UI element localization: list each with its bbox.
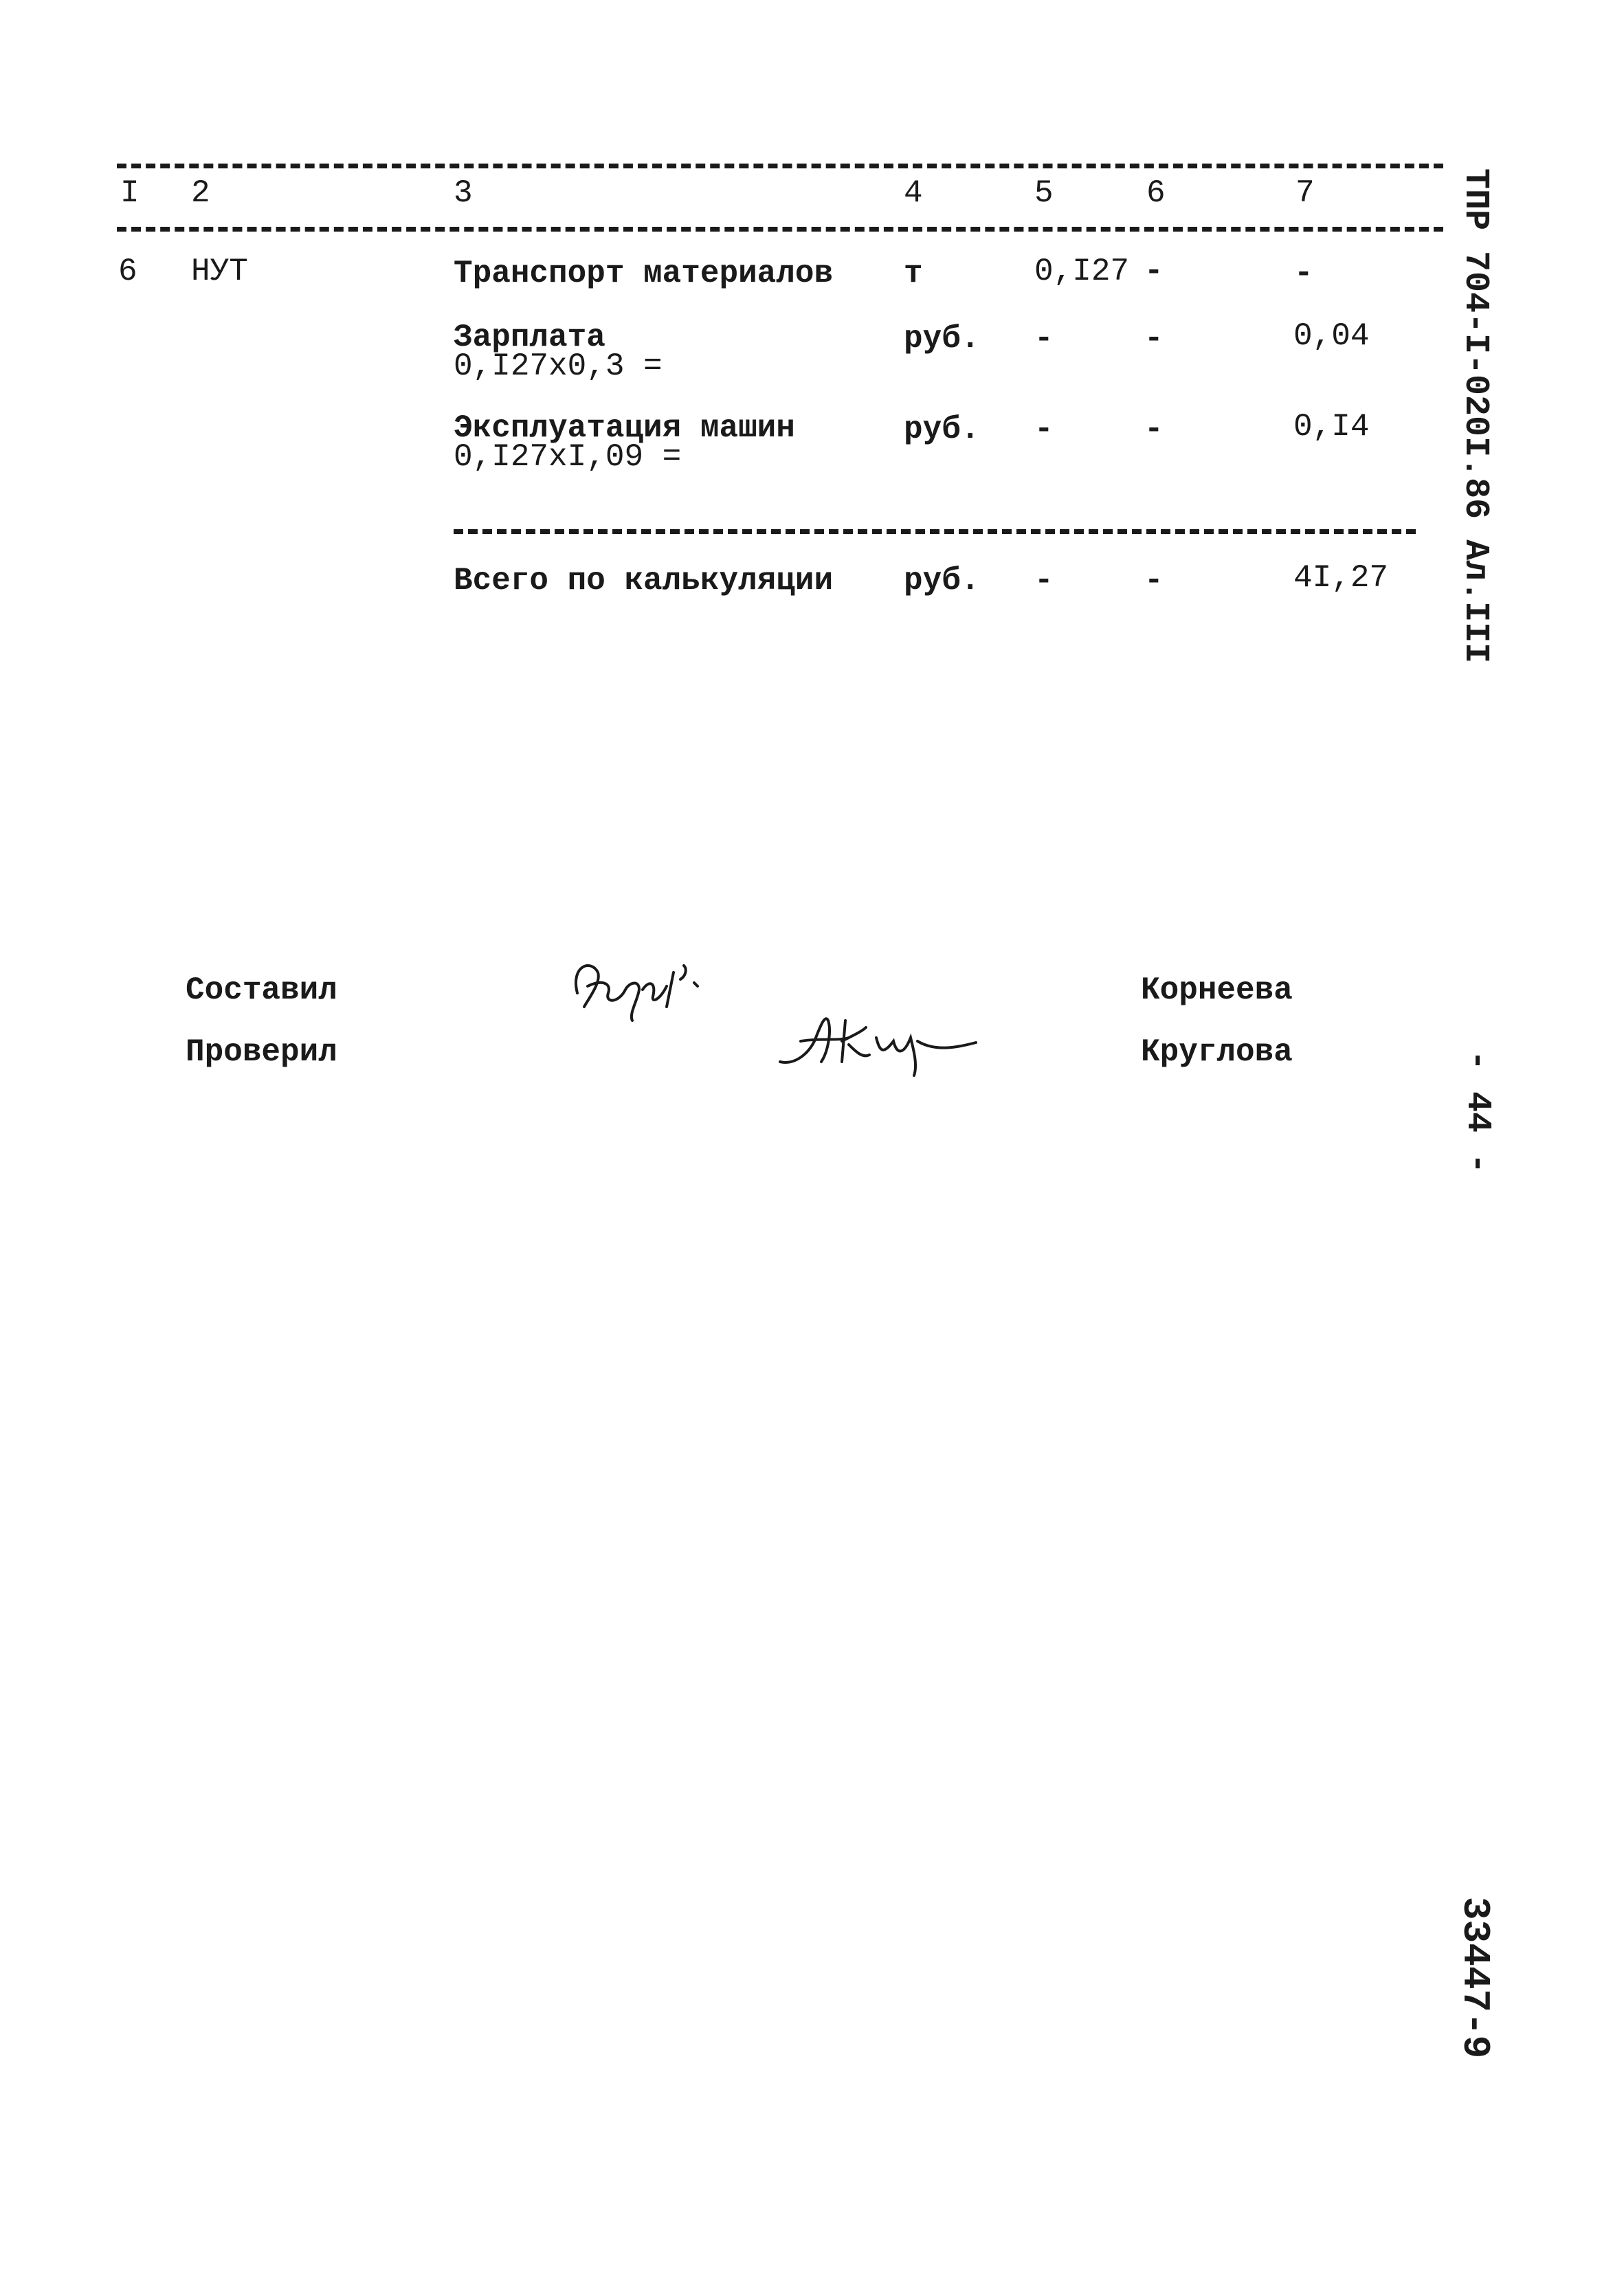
col-header-3: 3: [454, 175, 473, 211]
row-name-line1: Зарплата: [454, 320, 605, 355]
col-header-4: 4: [904, 175, 923, 211]
total-rule: [454, 529, 1416, 534]
row-col6: -: [1144, 254, 1164, 289]
col-header-2: 2: [191, 175, 210, 211]
row-unit: руб.: [904, 412, 980, 447]
total-col7: 4I,27: [1293, 560, 1389, 596]
row-col5: 0,I27: [1034, 254, 1130, 289]
row-col5: -: [1034, 412, 1054, 447]
row-code: НУТ: [191, 254, 248, 289]
row-col5: -: [1034, 321, 1054, 357]
side-document-code: ТПР 704-I-020I.86 Ал.III: [1456, 168, 1495, 664]
row-number: 6: [118, 254, 137, 289]
signature-checked-image: [773, 1000, 979, 1082]
row-name: Транспорт материалов: [454, 256, 834, 291]
checked-label: Проверил: [186, 1034, 337, 1070]
document-number: 33447-9: [1453, 1897, 1497, 2059]
row-unit: т: [904, 256, 923, 291]
total-col6: -: [1144, 563, 1164, 599]
row-col7: 0,04: [1293, 318, 1370, 354]
row-unit: руб.: [904, 321, 980, 357]
row-name-line1: Эксплуатация машин: [454, 410, 795, 446]
col-header-6: 6: [1146, 175, 1166, 211]
header-bottom-rule: [117, 227, 1443, 232]
col-header-7: 7: [1295, 175, 1315, 211]
col-header-5: 5: [1034, 175, 1054, 211]
compiled-label: Составил: [186, 972, 337, 1008]
row-col7: -: [1294, 256, 1313, 291]
total-unit: руб.: [904, 563, 980, 599]
total-label: Всего по калькуляции: [454, 563, 834, 599]
checked-name: Круглова: [1141, 1034, 1293, 1070]
row-col6: -: [1144, 321, 1164, 357]
col-header-1: I: [120, 175, 140, 211]
row-col6: -: [1144, 412, 1164, 447]
total-col5: -: [1034, 563, 1054, 599]
compiled-name: Корнеева: [1141, 972, 1293, 1008]
page-number: - 44 -: [1458, 1050, 1497, 1174]
row-name-line2: 0,I27xI,09 =: [454, 439, 682, 475]
row-col7: 0,I4: [1293, 409, 1370, 445]
header-top-rule: [117, 164, 1443, 168]
signature-compiled-image: [564, 952, 728, 1027]
row-name-line2: 0,I27x0,3 =: [454, 348, 663, 384]
